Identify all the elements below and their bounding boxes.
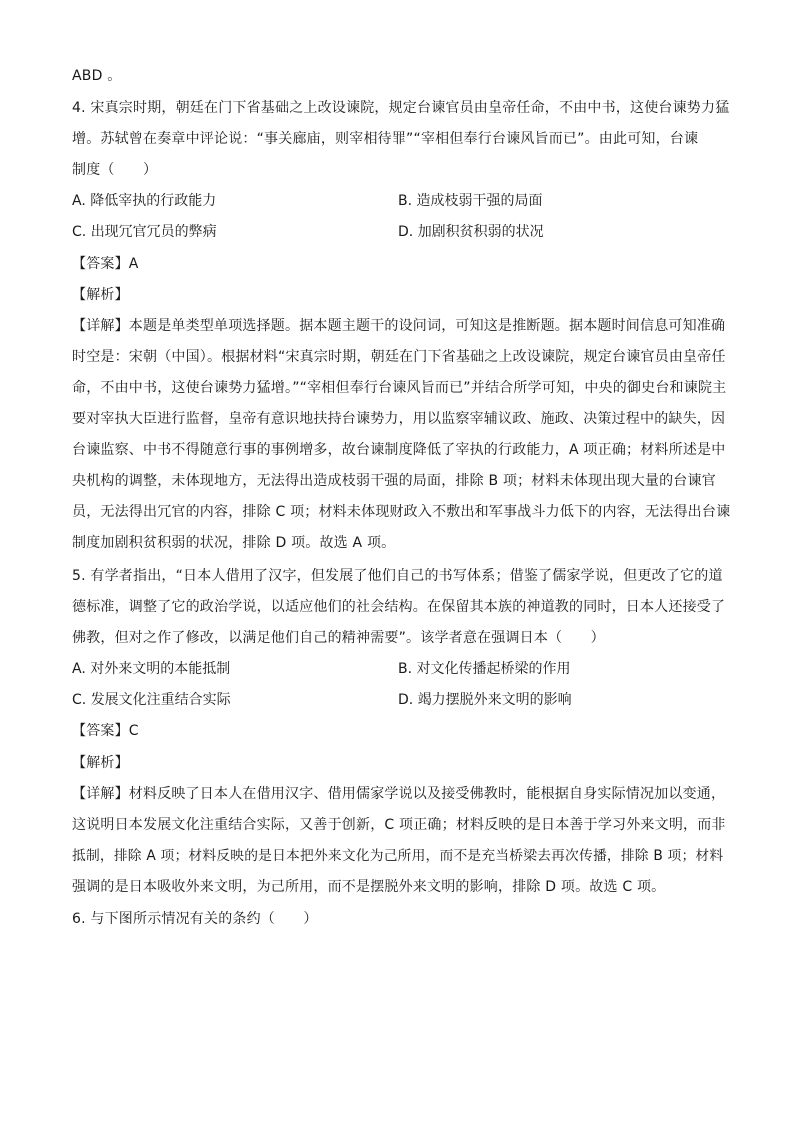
- q4-detail-line-8: 制度加剧积贫积弱的状况，排除 D 项。故选 A 项。: [72, 535, 396, 551]
- q5-stem-line-1: 5. 有学者指出，“日本人借用了汉字，但发展了他们自己的书写体系；借鉴了儒家学说，但更改了它的道: [72, 568, 723, 584]
- option-text: 对外来文明的本能抵制: [90, 661, 231, 677]
- q4-option-b: [398, 191, 543, 211]
- q4-detail-line-7: 员，无法得出冗官的内容，排除 C 项；材料未体现财政入不敷出和军事战斗力低下的内容，无法得出台谏: [72, 504, 731, 520]
- option-text: 造成枝弱干强的局面: [416, 193, 543, 209]
- option-letter: B.: [398, 193, 413, 209]
- q5-answer: 【答案】C: [72, 723, 139, 739]
- option-text: 发展文化注重结合实际: [90, 692, 231, 708]
- q5-detail-line-2: 这说明日本发展文化注重结合实际，又善于创新，C 项正确；材料反映的是日本善于学习外来文明，而非: [72, 817, 726, 833]
- q5-option-c: [72, 690, 231, 710]
- q4-answer: 【答案】A: [72, 256, 139, 272]
- option-letter: D.: [398, 224, 414, 240]
- q5-detail-line-1: 【详解】材料反映了日本人在借用汉字、借用儒家学说以及接受佛教时，能根据自身实际情况加以变通，: [72, 786, 726, 802]
- option-letter: A.: [72, 661, 86, 677]
- option-text: 降低宰执的行政能力: [90, 193, 217, 209]
- q4-detail-line-2: 时空是：宋朝（中国）。根据材料“宋真宗时期，朝廷在门下省基础之上改设谏院，规定台谏官员由皇帝任: [72, 349, 726, 365]
- q4-stem-line-3: 制度（ ）: [72, 162, 158, 178]
- q4-detail-line-6: 央机构的调整，未体现地方，无法得出造成枝弱干强的局面，排除 B 项；材料未体现出现大量的台谏官: [72, 473, 716, 489]
- q4-options-row-2: [72, 222, 732, 242]
- option-letter: A.: [72, 193, 86, 209]
- q5-options-row-1: [72, 659, 732, 679]
- q6-stem: 6. 与下图所示情况有关的条约（ ）: [72, 911, 318, 927]
- q5-stem-line-2: 德标准，调整了它的政治学说，以适应他们的社会结构。在保留其本族的神道教的同时，日本人还接受了: [72, 599, 726, 615]
- q4-stem-line-1: 4. 宋真宗时期，朝廷在门下省基础之上改设谏院，规定台谏官员由皇帝任命，不由中书，这使台谏势力猛: [72, 100, 730, 116]
- q4-detail-line-1: 【详解】本题是单类型单项选择题。据本题主题干的设问词，可知这是推断题。据本题时间信息可知准确: [72, 318, 726, 334]
- option-text: 对文化传播起桥梁的作用: [416, 661, 571, 677]
- q5-option-a: [72, 659, 230, 679]
- q4-detail-line-3: 命，不由中书，这使台谏势力猛增。”“宰相但奉行台谏风旨而已”并结合所学可知，中央的御史台和谏院主: [72, 380, 727, 396]
- q4-detail-line-5: 台谏监察、中书不得随意行事的事例增多，故台谏制度降低了宰执的行政能力，A 项正确；材料所述是中: [72, 442, 726, 458]
- q5-stem-line-3: 佛教，但对之作了修改，以满足他们自己的精神需要”。该学者意在强调日本（ ）: [72, 630, 605, 646]
- option-letter: D.: [398, 692, 414, 708]
- q5-analysis-label: 【解析】: [72, 755, 129, 771]
- option-text: 出现冗官冗员的弊病: [90, 224, 217, 240]
- q4-option-a: [72, 191, 216, 211]
- option-letter: C.: [72, 224, 87, 240]
- q5-detail-line-4: 强调的是日本吸收外来文明，为己所用，而不是摆脱外来文明的影响，排除 D 项。故选 C 项。: [72, 879, 666, 895]
- q4-options-row-1: [72, 191, 732, 211]
- q4-stem-line-2: 增。苏轼曾在奏章中评论说：“事关廊庙，则宰相待罪”“宰相但奉行台谏风旨而已”。由此可知，台谏: [72, 131, 699, 147]
- q5-option-b: [398, 659, 571, 679]
- option-text: 竭力摆脱外来文明的影响: [417, 692, 572, 708]
- q4-detail-line-4: 要对宰执大臣进行监督，皇帝有意识地扶持台谏势力，用以监察宰辅议政、施政、决策过程中的缺失，因: [72, 411, 726, 427]
- q5-detail-line-3: 抵制，排除 A 项；材料反映的是日本把外来文化为己所用，而不是充当桥梁去再次传播，排除 B 项；材料: [72, 848, 724, 864]
- q5-options-row-2: [72, 690, 732, 710]
- q4-option-c: [72, 222, 217, 242]
- option-letter: C.: [72, 692, 87, 708]
- option-text: 加剧积贫积弱的状况: [417, 224, 544, 240]
- q4-option-d: [398, 222, 544, 242]
- option-letter: B.: [398, 661, 413, 677]
- q4-analysis-label: 【解析】: [72, 287, 129, 303]
- q5-option-d: [398, 690, 572, 710]
- previous-answer-fragment: ABD 。: [72, 68, 122, 84]
